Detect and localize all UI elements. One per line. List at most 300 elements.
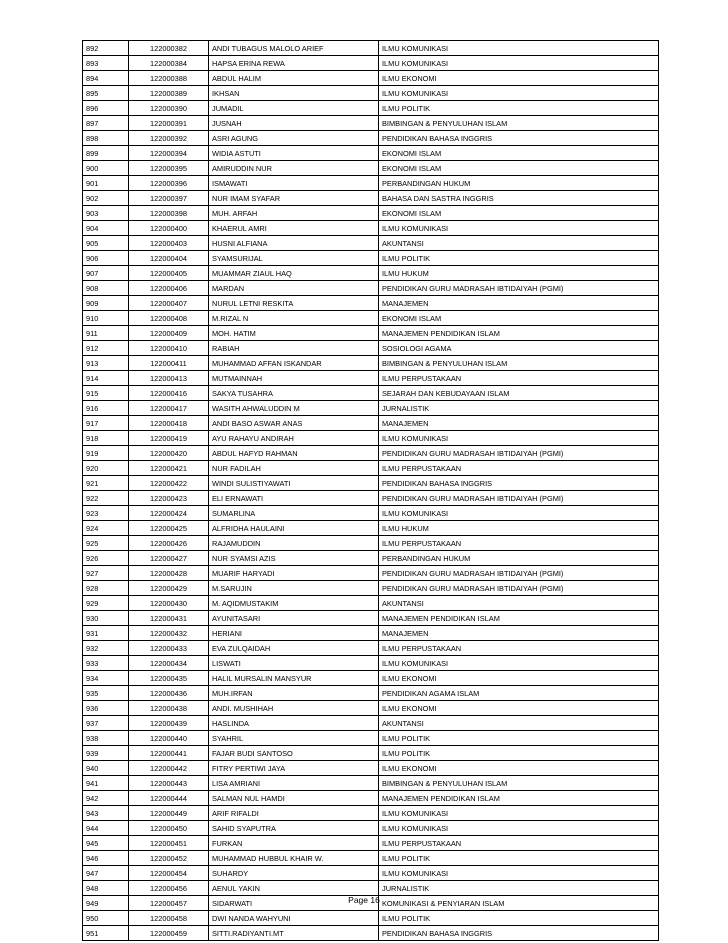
study-program-cell: EKONOMI ISLAM [379,206,659,221]
student-name-cell: ANDI. MUSHIHAH [209,701,379,716]
table-row [83,236,659,251]
study-program-cell: ILMU EKONOMI [379,701,659,716]
table-row [83,686,659,701]
study-program-cell: ILMU KOMUNIKASI [379,41,659,56]
student-id-cell: 122000449 [129,806,209,821]
student-id-cell: 122000413 [129,371,209,386]
row-number-cell: 906 [83,251,129,266]
table-row [83,71,659,86]
student-id-cell: 122000450 [129,821,209,836]
study-program-cell: ILMU PERPUSTAKAAN [379,536,659,551]
student-name-cell: ASRI AGUNG [209,131,379,146]
student-id-cell: 122000436 [129,686,209,701]
row-number-cell: 911 [83,326,129,341]
student-id-cell: 122000439 [129,716,209,731]
student-name-cell: WINDI SULISTIYAWATI [209,476,379,491]
student-id-cell: 122000420 [129,446,209,461]
table-row [83,851,659,866]
study-program-cell: ILMU POLITIK [379,101,659,116]
study-program-cell: ILMU KOMUNIKASI [379,821,659,836]
student-name-cell: MUHAMMAD AFFAN ISKANDAR [209,356,379,371]
row-number-cell: 900 [83,161,129,176]
student-name-cell: AENUL YAKIN [209,881,379,896]
student-name-cell: WIDIA ASTUTI [209,146,379,161]
study-program-cell: PENDIDIKAN GURU MADRASAH IBTIDAIYAH (PGMI) [379,491,659,506]
student-name-cell: MOH. HATIM [209,326,379,341]
student-name-cell: MUAMMAR ZIAUL HAQ [209,266,379,281]
student-id-cell: 122000409 [129,326,209,341]
student-id-cell: 122000410 [129,341,209,356]
student-name-cell: ABDUL HAFYD RAHMAN [209,446,379,461]
student-id-cell: 122000454 [129,866,209,881]
student-id-cell: 122000428 [129,566,209,581]
study-program-cell: EKONOMI ISLAM [379,146,659,161]
study-program-cell: MANAJEMEN PENDIDIKAN ISLAM [379,791,659,806]
student-name-cell: RABIAH [209,341,379,356]
row-number-cell: 928 [83,581,129,596]
study-program-cell: PERBANDINGAN HUKUM [379,176,659,191]
table-row [83,716,659,731]
table-row [83,551,659,566]
student-id-cell: 122000457 [129,896,209,911]
study-program-cell: JURNALISTIK [379,401,659,416]
row-number-cell: 921 [83,476,129,491]
student-id-cell: 122000422 [129,476,209,491]
row-number-cell: 903 [83,206,129,221]
table-row [83,611,659,626]
table-row [83,431,659,446]
table-row [83,296,659,311]
student-name-cell: M. AQIDMUSTAKIM [209,596,379,611]
student-name-cell: JUMADIL [209,101,379,116]
row-number-cell: 895 [83,86,129,101]
row-number-cell: 949 [83,896,129,911]
row-number-cell: 894 [83,71,129,86]
study-program-cell: ILMU POLITIK [379,746,659,761]
table-row [83,416,659,431]
table-row [83,836,659,851]
study-program-cell: ILMU POLITIK [379,251,659,266]
student-id-cell: 122000424 [129,506,209,521]
row-number-cell: 919 [83,446,129,461]
study-program-cell: AKUNTANSI [379,236,659,251]
row-number-cell: 909 [83,296,129,311]
study-program-cell: ILMU PERPUSTAKAAN [379,641,659,656]
student-name-cell: LISWATI [209,656,379,671]
student-name-cell: NURUL LETNI RESKITA [209,296,379,311]
study-program-cell: PENDIDIKAN GURU MADRASAH IBTIDAIYAH (PGMI) [379,446,659,461]
table-row [83,56,659,71]
row-number-cell: 907 [83,266,129,281]
student-name-cell: DWI NANDA WAHYUNI [209,911,379,926]
student-id-cell: 122000452 [129,851,209,866]
study-program-cell: ILMU EKONOMI [379,671,659,686]
study-program-cell: PENDIDIKAN BAHASA INGGRIS [379,926,659,941]
student-name-cell: NUR FADILAH [209,461,379,476]
row-number-cell: 897 [83,116,129,131]
table-row [83,311,659,326]
student-id-cell: 122000433 [129,641,209,656]
study-program-cell: ILMU KOMUNIKASI [379,806,659,821]
student-id-cell: 122000403 [129,236,209,251]
student-name-cell: RAJAMUDDIN [209,536,379,551]
table-row [83,281,659,296]
student-id-cell: 122000395 [129,161,209,176]
row-number-cell: 910 [83,311,129,326]
student-name-cell: MUH. ARFAH [209,206,379,221]
row-number-cell: 899 [83,146,129,161]
student-id-cell: 122000417 [129,401,209,416]
student-id-cell: 122000405 [129,266,209,281]
student-id-cell: 122000396 [129,176,209,191]
student-name-cell: ISMAWATI [209,176,379,191]
student-id-cell: 122000443 [129,776,209,791]
row-number-cell: 896 [83,101,129,116]
student-id-cell: 122000384 [129,56,209,71]
table-row [83,791,659,806]
table-row [83,461,659,476]
student-id-cell: 122000435 [129,671,209,686]
student-name-cell: HUSNI ALFIANA [209,236,379,251]
row-number-cell: 925 [83,536,129,551]
student-id-cell: 122000382 [129,41,209,56]
student-id-cell: 122000458 [129,911,209,926]
row-number-cell: 933 [83,656,129,671]
student-id-cell: 122000411 [129,356,209,371]
study-program-cell: PENDIDIKAN GURU MADRASAH IBTIDAIYAH (PGMI) [379,566,659,581]
row-number-cell: 924 [83,521,129,536]
table-row [83,926,659,941]
table-row [83,371,659,386]
study-program-cell: KOMUNIKASI & PENYIARAN ISLAM [379,896,659,911]
student-name-cell: M.RIZAL N [209,311,379,326]
study-program-cell: ILMU PERPUSTAKAAN [379,371,659,386]
student-id-cell: 122000389 [129,86,209,101]
student-name-cell: IKHSAN [209,86,379,101]
study-program-cell: ILMU EKONOMI [379,761,659,776]
study-program-cell: ILMU HUKUM [379,266,659,281]
table-row [83,506,659,521]
student-name-cell: SUMARLINA [209,506,379,521]
student-id-cell: 122000442 [129,761,209,776]
table-row [83,266,659,281]
study-program-cell: ILMU PERPUSTAKAAN [379,836,659,851]
row-number-cell: 938 [83,731,129,746]
study-program-cell: BIMBINGAN & PENYULUHAN ISLAM [379,776,659,791]
study-program-cell: PENDIDIKAN GURU MADRASAH IBTIDAIYAH (PGMI) [379,281,659,296]
table-row [83,341,659,356]
student-name-cell: FAJAR BUDI SANTOSO [209,746,379,761]
table-row [83,641,659,656]
student-name-cell: ALFRIDHA HAULAINI [209,521,379,536]
student-name-cell: SYAMSURIJAL [209,251,379,266]
table-row [83,911,659,926]
student-name-cell: MUH.IRFAN [209,686,379,701]
row-number-cell: 927 [83,566,129,581]
row-number-cell: 941 [83,776,129,791]
student-name-cell: MUHAMMAD HUBBUL KHAIR W. [209,851,379,866]
table-row [83,731,659,746]
study-program-cell: ILMU POLITIK [379,851,659,866]
row-number-cell: 936 [83,701,129,716]
row-number-cell: 944 [83,821,129,836]
student-name-cell: SAHID SYAPUTRA [209,821,379,836]
study-program-cell: MANAJEMEN PENDIDIKAN ISLAM [379,611,659,626]
student-name-cell: HASLINDA [209,716,379,731]
student-id-cell: 122000408 [129,311,209,326]
student-name-cell: ARIF RIFALDI [209,806,379,821]
student-name-cell: SIDARWATI [209,896,379,911]
student-name-cell: SUHARDY [209,866,379,881]
student-name-cell: ABDUL HALIM [209,71,379,86]
student-id-cell: 122000407 [129,296,209,311]
student-name-cell: FURKAN [209,836,379,851]
study-program-cell: MANAJEMEN [379,626,659,641]
student-id-cell: 122000459 [129,926,209,941]
row-number-cell: 934 [83,671,129,686]
student-id-cell: 122000434 [129,656,209,671]
row-number-cell: 926 [83,551,129,566]
table-row [83,206,659,221]
page-number: Page 16 [348,895,380,905]
student-name-cell: AMIRUDDIN NUR [209,161,379,176]
student-name-cell: SALMAN NUL HAMDI [209,791,379,806]
table-row [83,821,659,836]
student-id-cell: 122000394 [129,146,209,161]
study-program-cell: ILMU KOMUNIKASI [379,86,659,101]
student-name-cell: MUTMAINNAH [209,371,379,386]
student-id-cell: 122000388 [129,71,209,86]
table-row [83,866,659,881]
table-row [83,161,659,176]
row-number-cell: 904 [83,221,129,236]
study-program-cell: AKUNTANSI [379,596,659,611]
student-id-cell: 122000400 [129,221,209,236]
student-name-cell: NUR SYAMSI AZIS [209,551,379,566]
row-number-cell: 943 [83,806,129,821]
student-name-cell: M.SARUJIN [209,581,379,596]
table-row [83,476,659,491]
student-name-cell: ELI ERNAWATI [209,491,379,506]
table-row [83,626,659,641]
row-number-cell: 950 [83,911,129,926]
student-id-cell: 122000427 [129,551,209,566]
row-number-cell: 932 [83,641,129,656]
study-program-cell: PENDIDIKAN BAHASA INGGRIS [379,476,659,491]
study-program-cell: ILMU KOMUNIKASI [379,431,659,446]
student-id-cell: 122000416 [129,386,209,401]
study-program-cell: SOSIOLOGI AGAMA [379,341,659,356]
study-program-cell: EKONOMI ISLAM [379,311,659,326]
table-row [83,671,659,686]
student-id-cell: 122000392 [129,131,209,146]
table-row [83,131,659,146]
table-row [83,146,659,161]
table-row [83,116,659,131]
row-number-cell: 917 [83,416,129,431]
table-row [83,536,659,551]
study-program-cell: ILMU EKONOMI [379,71,659,86]
student-id-cell: 122000456 [129,881,209,896]
row-number-cell: 920 [83,461,129,476]
student-name-cell: EVA ZULQAIDAH [209,641,379,656]
student-name-cell: HERIANI [209,626,379,641]
row-number-cell: 922 [83,491,129,506]
student-name-cell: JUSNAH [209,116,379,131]
study-program-cell: ILMU KOMUNIKASI [379,221,659,236]
row-number-cell: 942 [83,791,129,806]
row-number-cell: 940 [83,761,129,776]
row-number-cell: 916 [83,401,129,416]
study-program-cell: SEJARAH DAN KEBUDAYAAN ISLAM [379,386,659,401]
row-number-cell: 931 [83,626,129,641]
student-name-cell: ANDI BASO ASWAR ANAS [209,416,379,431]
table-row [83,596,659,611]
student-name-cell: HAPSA ERINA REWA [209,56,379,71]
table-row [83,446,659,461]
row-number-cell: 946 [83,851,129,866]
row-number-cell: 914 [83,371,129,386]
student-name-cell: MARDAN [209,281,379,296]
row-number-cell: 948 [83,881,129,896]
student-id-cell: 122000426 [129,536,209,551]
table-row [83,86,659,101]
table-row [83,776,659,791]
student-name-cell: ANDI TUBAGUS MALOLO ARIEF [209,41,379,56]
student-id-cell: 122000440 [129,731,209,746]
student-id-cell: 122000404 [129,251,209,266]
row-number-cell: 892 [83,41,129,56]
table-row [83,656,659,671]
study-program-cell: JURNALISTIK [379,881,659,896]
table-row [83,251,659,266]
study-program-cell: ILMU HUKUM [379,521,659,536]
student-id-cell: 122000406 [129,281,209,296]
student-list-body [83,41,659,941]
table-row [83,521,659,536]
row-number-cell: 905 [83,236,129,251]
table-row [83,491,659,506]
student-name-cell: WASITH AHWALUDDIN M [209,401,379,416]
row-number-cell: 913 [83,356,129,371]
student-name-cell: MUARIF HARYADI [209,566,379,581]
table-row [83,176,659,191]
row-number-cell: 935 [83,686,129,701]
table-row [83,41,659,56]
study-program-cell: ILMU KOMUNIKASI [379,866,659,881]
student-id-cell: 122000397 [129,191,209,206]
table-row [83,761,659,776]
row-number-cell: 902 [83,191,129,206]
table-row [83,806,659,821]
study-program-cell: ILMU POLITIK [379,731,659,746]
student-name-cell: HALIL MURSALIN MANSYUR [209,671,379,686]
student-id-cell: 122000418 [129,416,209,431]
student-id-cell: 122000423 [129,491,209,506]
study-program-cell: ILMU KOMUNIKASI [379,56,659,71]
row-number-cell: 908 [83,281,129,296]
study-program-cell: BIMBINGAN & PENYULUHAN ISLAM [379,356,659,371]
student-name-cell: FITRY PERTIWI JAYA [209,761,379,776]
table-row [83,356,659,371]
row-number-cell: 915 [83,386,129,401]
row-number-cell: 930 [83,611,129,626]
study-program-cell: PENDIDIKAN AGAMA ISLAM [379,686,659,701]
study-program-cell: PENDIDIKAN BAHASA INGGRIS [379,131,659,146]
student-id-cell: 122000432 [129,626,209,641]
table-row [83,581,659,596]
table-row [83,881,659,896]
row-number-cell: 937 [83,716,129,731]
row-number-cell: 912 [83,341,129,356]
student-id-cell: 122000398 [129,206,209,221]
study-program-cell: AKUNTANSI [379,716,659,731]
row-number-cell: 929 [83,596,129,611]
row-number-cell: 898 [83,131,129,146]
table-row [83,191,659,206]
study-program-cell: PERBANDINGAN HUKUM [379,551,659,566]
row-number-cell: 918 [83,431,129,446]
student-id-cell: 122000419 [129,431,209,446]
student-name-cell: SYAHRIL [209,731,379,746]
student-name-cell: AYUNITASARI [209,611,379,626]
student-id-cell: 122000431 [129,611,209,626]
student-name-cell: SITTI.RADIYANTI.MT [209,926,379,941]
row-number-cell: 945 [83,836,129,851]
student-id-cell: 122000421 [129,461,209,476]
student-id-cell: 122000441 [129,746,209,761]
table-row [83,401,659,416]
table-row [83,326,659,341]
table-row [83,701,659,716]
student-id-cell: 122000430 [129,596,209,611]
student-id-cell: 122000429 [129,581,209,596]
study-program-cell: EKONOMI ISLAM [379,161,659,176]
table-row [83,221,659,236]
student-id-cell: 122000425 [129,521,209,536]
student-name-cell: LISA AMRIANI [209,776,379,791]
row-number-cell: 939 [83,746,129,761]
study-program-cell: BAHASA DAN SASTRA INGGRIS [379,191,659,206]
row-number-cell: 901 [83,176,129,191]
row-number-cell: 951 [83,926,129,941]
student-name-cell: SAKYA TUSAHRA [209,386,379,401]
table-row [83,746,659,761]
student-id-cell: 122000444 [129,791,209,806]
study-program-cell: ILMU POLITIK [379,911,659,926]
table-row [83,101,659,116]
study-program-cell: BIMBINGAN & PENYULUHAN ISLAM [379,116,659,131]
row-number-cell: 947 [83,866,129,881]
student-name-cell: AYU RAHAYU ANDIRAH [209,431,379,446]
study-program-cell: MANAJEMEN [379,416,659,431]
student-id-cell: 122000438 [129,701,209,716]
table-row [83,386,659,401]
row-number-cell: 923 [83,506,129,521]
table-row [83,566,659,581]
student-id-cell: 122000451 [129,836,209,851]
study-program-cell: ILMU KOMUNIKASI [379,656,659,671]
row-number-cell: 893 [83,56,129,71]
study-program-cell: ILMU PERPUSTAKAAN [379,461,659,476]
study-program-cell: MANAJEMEN [379,296,659,311]
student-list-table [82,40,659,941]
student-name-cell: KHAERUL AMRI [209,221,379,236]
study-program-cell: MANAJEMEN PENDIDIKAN ISLAM [379,326,659,341]
student-name-cell: NUR IMAM SYAFAR [209,191,379,206]
student-id-cell: 122000391 [129,116,209,131]
student-id-cell: 122000390 [129,101,209,116]
